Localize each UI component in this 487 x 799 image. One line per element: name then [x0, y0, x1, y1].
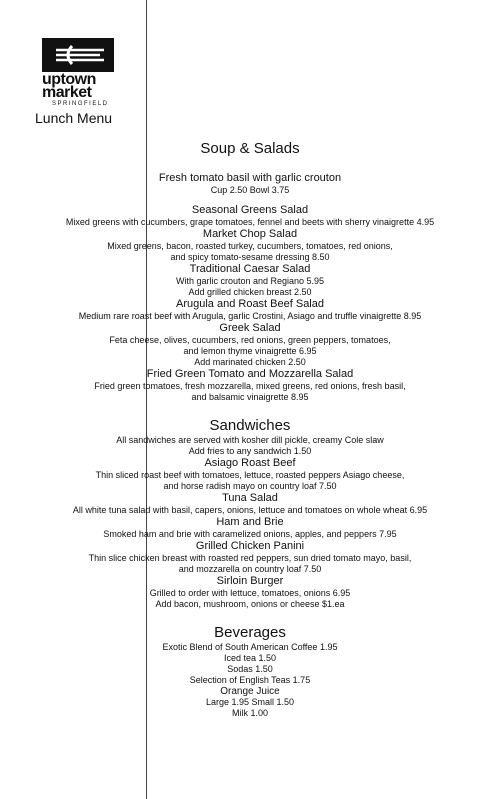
- soup-name: Fresh tomato basil with garlic crouton: [158, 172, 342, 184]
- item-name: Arugula and Roast Beef Salad: [176, 298, 324, 310]
- logo-text-market: market: [42, 84, 92, 101]
- item-name: Ham and Brie: [216, 516, 284, 528]
- item-desc: Add marinated chicken 2.50: [194, 357, 306, 367]
- sandwich-item: [30, 575, 470, 610]
- item-desc: Fried green tomatoes, fresh mozzarella, mixed greens, red onions, fresh basil,: [94, 381, 406, 391]
- salad-item: [30, 228, 470, 263]
- section-title-soup-salads: Soup & Salads: [200, 140, 300, 157]
- item-name: Sirloin Burger: [216, 575, 284, 587]
- item-name: Greek Salad: [219, 322, 281, 334]
- sandwiches-intro: Add fries to any sandwich 1.50: [188, 446, 312, 456]
- milk-line: Milk 1.00: [231, 708, 268, 718]
- item-desc: Mixed greens with cucumbers, grape tomatoes, fennel and beets with sherry vinaigrette 4.95: [65, 217, 435, 227]
- item-desc: All white tuna salad with basil, capers, onions, lettuce and tomatoes on whole wheat 6.95: [72, 505, 428, 515]
- beverage-line: Sodas 1.50: [227, 664, 273, 674]
- soup-price: Cup 2.50 Bowl 3.75: [210, 185, 290, 195]
- item-desc: Add grilled chicken breast 2.50: [188, 287, 312, 297]
- item-desc: and mozzarella on country loaf 7.50: [178, 564, 322, 574]
- salad-item: [30, 263, 470, 298]
- item-desc: Thin sliced roast beef with tomatoes, lettuce, roasted peppers Asiago cheese,: [95, 470, 405, 480]
- menu-content: [30, 140, 470, 719]
- item-desc: Mixed greens, bacon, roasted turkey, cucumbers, tomatoes, red onions,: [107, 241, 393, 251]
- section-title-beverages: Beverages: [214, 624, 286, 641]
- juice-price: Large 1.95 Small 1.50: [205, 697, 295, 707]
- item-desc: Feta cheese, olives, cucumbers, red onions, green peppers, tomatoes,: [109, 335, 391, 345]
- item-name: Asiago Roast Beef: [204, 457, 296, 469]
- item-name: Grilled Chicken Panini: [195, 540, 305, 552]
- logo-text-city: SPRINGFIELD: [52, 101, 109, 107]
- item-name: Seasonal Greens Salad: [191, 204, 309, 216]
- sandwich-item: [30, 516, 470, 540]
- section-title-sandwiches: Sandwiches: [209, 417, 291, 434]
- item-desc: and lemon thyme vinaigrette 6.95: [183, 346, 317, 356]
- item-desc: Add bacon, mushroom, onions or cheese $1.ea: [155, 599, 345, 609]
- item-desc: and spicy tomato-sesame dressing 8.50: [170, 252, 330, 262]
- salad-item: [30, 322, 470, 368]
- beverage-line: Selection of English Teas 1.75: [189, 675, 311, 685]
- item-desc: Medium rare roast beef with Arugula, garlic Crostini, Asiago and truffle vinaigrette 8.95: [78, 311, 422, 321]
- fork-icon: [42, 38, 114, 72]
- item-name: Traditional Caesar Salad: [189, 263, 311, 275]
- salad-item: [30, 204, 470, 228]
- item-name: Fried Green Tomato and Mozzarella Salad: [146, 368, 354, 380]
- item-desc: Smoked ham and brie with caramelized onions, apples, and peppers 7.95: [103, 529, 397, 539]
- item-desc: Grilled to order with lettuce, tomatoes, onions 6.95: [149, 588, 351, 598]
- logo-text-uptown: uptown: [42, 71, 96, 88]
- item-name: Tuna Salad: [222, 492, 278, 504]
- sandwiches-intro: All sandwiches are served with kosher dill pickle, creamy Cole slaw: [116, 435, 384, 445]
- sandwich-item: [30, 540, 470, 575]
- item-desc: Thin slice chicken breast with roasted red peppers, sun dried tomato mayo, basil,: [88, 553, 412, 563]
- sandwich-item: [30, 457, 470, 492]
- page-title: Lunch Menu: [35, 110, 113, 126]
- sandwich-item: [30, 492, 470, 516]
- salad-item: [30, 298, 470, 322]
- salad-item: [30, 368, 470, 403]
- item-desc: and balsamic vinaigrette 8.95: [191, 392, 309, 402]
- uptown-market-logo: [42, 38, 114, 107]
- juice-name: Orange Juice: [220, 686, 280, 697]
- beverage-line: Iced tea 1.50: [223, 653, 277, 663]
- beverage-line: Exotic Blend of South American Coffee 1.95: [162, 642, 338, 652]
- item-desc: With garlic crouton and Regiano 5.95: [175, 276, 325, 286]
- item-name: Market Chop Salad: [202, 228, 298, 240]
- item-desc: and horse radish mayo on country loaf 7.50: [163, 481, 337, 491]
